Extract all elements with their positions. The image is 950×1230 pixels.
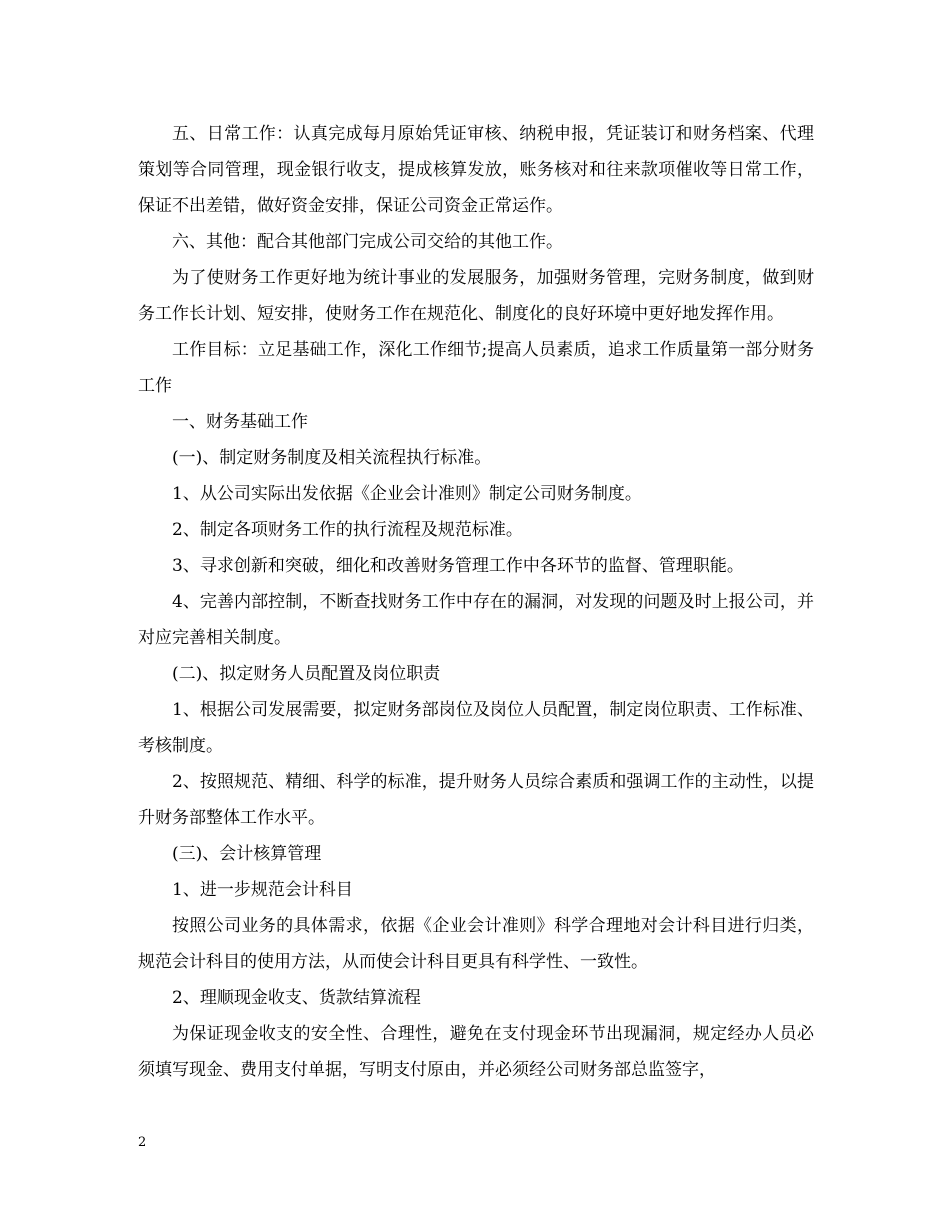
subheading-staffing: (二)、拟定财务人员配置及岗位职责 <box>172 664 441 684</box>
list-item: 1、根据公司发展需要，拟定财务部岗位及岗位人员配置，制定岗位职责、工作标准、考核制度。 <box>138 700 814 756</box>
list-item: 2、理顺现金收支、货款结算流程 <box>172 988 421 1008</box>
list-item: 1、进一步规范会计科目 <box>172 880 353 900</box>
list-item: 2、制定各项财务工作的执行流程及规范标准。 <box>172 520 523 540</box>
list-item: 3、寻求创新和突破，细化和改善财务管理工作中各环节的监督、管理职能。 <box>172 556 744 576</box>
paragraph-daily-work: 五、日常工作：认真完成每月原始凭证审核、纳税申报，凭证装订和财务档案、代理策划等合同管理，现金银行收支，提成核算发放，账务核对和往来款项催收等日常工作，保证不出差错，做好资金安排，保证公司资金正常运作。 <box>138 124 814 216</box>
paragraph-other: 六、其他：配合其他部门完成公司交给的其他工作。 <box>172 232 563 252</box>
paragraph-purpose: 为了使财务工作更好地为统计事业的发展服务，加强财务管理，完财务制度，做到财务工作长计划、短安排，使财务工作在规范化、制度化的良好环境中更好地发挥作用。 <box>138 268 814 324</box>
heading-finance-basics: 一、财务基础工作 <box>172 412 308 432</box>
list-item: 4、完善内部控制，不断查找财务工作中存在的漏洞，对发现的问题及时上报公司，并对应完善相关制度。 <box>138 592 814 648</box>
paragraph-goal: 工作目标：立足基础工作，深化工作细节;提高人员素质，追求工作质量第一部分财务工作 <box>138 340 814 396</box>
list-item: 2、按照规范、精细、科学的标准，提升财务人员综合素质和强调工作的主动性，以提升财务部整体工作水平。 <box>138 772 814 828</box>
paragraph-cash-control: 为保证现金收支的安全性、合理性，避免在支付现金环节出现漏洞，规定经办人员必须填写现金、费用支付单据，写明支付原由，并必须经公司财务部总监签字， <box>138 1024 814 1080</box>
subheading-system-standards: (一)、制定财务制度及相关流程执行标准。 <box>172 448 492 468</box>
paragraph-accounts: 按照公司业务的具体需求，依据《企业会计准则》科学合理地对会计科目进行归类，规范会计科目的使用方法，从而使会计科目更具有科学性、一致性。 <box>138 916 814 972</box>
list-item: 1、从公司实际出发依据《企业会计准则》制定公司财务制度。 <box>172 484 642 504</box>
body-text <box>138 116 814 1088</box>
subheading-accounting: (三)、会计核算管理 <box>172 844 322 864</box>
page-number: 2 <box>138 1135 147 1150</box>
